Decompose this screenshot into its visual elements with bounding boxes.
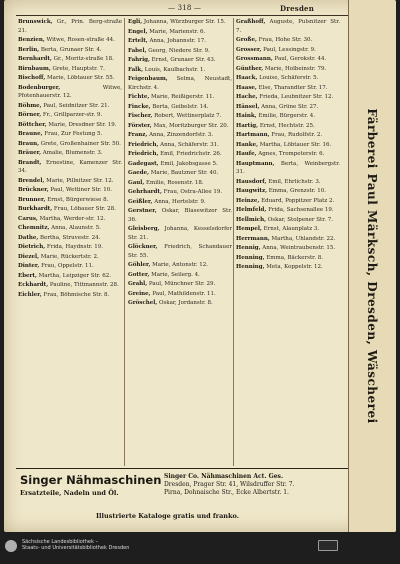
directory-entry [236, 206, 340, 215]
directory-entry [18, 272, 122, 281]
entry-details: Marie, Seilerg. 4. [151, 271, 200, 278]
directory-entry [18, 196, 122, 205]
place-heading: Dresden [280, 4, 314, 13]
entry-details: Frau, Löbauer Str. 28. [53, 206, 116, 212]
entry-details: Frau, Zur Festung 5. [44, 131, 103, 137]
entry-name: Franz, [128, 132, 148, 138]
entry-details: Paul, Münchner Str. 29. [148, 281, 216, 287]
entry-name: Falk, [128, 66, 143, 73]
entry-name: Gerstner, [128, 208, 157, 214]
directory-entry [128, 93, 232, 102]
directory-entry [236, 197, 340, 206]
viewer-footer [0, 537, 400, 564]
directory-entry [128, 271, 232, 280]
entry-details: Else, Tharandter Str. 17. [258, 84, 328, 91]
entry-details: Emil, Ehrlichstr. 3. [268, 178, 321, 185]
entry-details: Gr., Moritz-straße 18. [53, 56, 114, 62]
entry-name: Hennig, [236, 245, 261, 251]
entry-details: Berta, Grunaer Str. 4. [40, 46, 102, 53]
entry-name: Egli, [128, 19, 143, 25]
entry-name: Berlin, [18, 46, 40, 53]
entry-name: Chemnitz, [18, 225, 50, 231]
entry-name: Engel, [128, 28, 148, 35]
entry-details: Anna, Schäferstr. 31. [160, 141, 219, 148]
license-badge-icon[interactable] [318, 540, 338, 551]
entry-name: Friedrich, [128, 141, 159, 148]
entry-details: Ernst, Grunaer Str. 43. [151, 57, 216, 63]
directory-entry [128, 122, 232, 131]
entry-name: Friedrich, [128, 151, 159, 157]
directory-entry [18, 224, 122, 233]
entry-details: Oskar, Blasewitzer Str. 36. [128, 208, 232, 223]
directory-entry [18, 74, 122, 83]
entry-name: Brückner, [18, 187, 49, 193]
directory-entry [236, 84, 340, 93]
directory-entry [128, 169, 232, 178]
directory-entry [236, 178, 340, 187]
entry-details: Frau, Oppelstr. 11. [41, 263, 94, 269]
entry-name: Greine, [128, 290, 151, 297]
directory-entry [236, 74, 340, 83]
bottom-advertisement [16, 468, 348, 527]
entry-name: Bernhardt, [18, 56, 52, 62]
entry-details: Oskar, Stolpener Str. 7. [267, 216, 334, 223]
entry-name: Fabel, [128, 47, 147, 54]
entry-name: Hauptmann, [236, 160, 275, 167]
directory-entry [128, 103, 232, 112]
directory-column-2 [128, 18, 232, 466]
entry-name: Böttcher, [18, 121, 47, 128]
library-credit-line: Sächsische Landesbibliothek – [22, 539, 98, 545]
entry-name: Bräuer, [18, 150, 42, 156]
entry-name: Braune, [18, 131, 43, 137]
directory-entry [236, 36, 340, 45]
entry-name: Göhler, [128, 262, 151, 268]
directory-entry [128, 188, 232, 197]
entry-name: Grosser, [236, 46, 262, 53]
entry-name: Brunner, [18, 196, 46, 203]
entry-name: Fincke, [128, 103, 151, 110]
directory-entry [18, 130, 122, 139]
entry-name: Hache, [236, 94, 258, 100]
entry-details: Marie, Marienstr. 6. [149, 28, 206, 35]
entry-name: Hanke, [236, 141, 258, 148]
directory-entry [128, 112, 232, 121]
directory-entry [128, 37, 232, 46]
directory-entry [18, 186, 122, 195]
directory-entry [128, 225, 232, 242]
directory-entry [128, 160, 232, 169]
entry-details: Berta, Geibelstr. 14. [152, 103, 209, 110]
entry-details: Georg, Niedere Str. 9. [148, 47, 210, 54]
entry-name: Grossmann, [236, 56, 273, 62]
directory-entry [18, 111, 122, 120]
directory-entry [236, 93, 340, 102]
entry-name: Große, [236, 37, 257, 43]
directory-entry [18, 234, 122, 243]
entry-details: Martha, Löbtauer Str. 16. [259, 141, 332, 148]
entry-details: Martha, Uhlandstr. 22. [271, 235, 336, 242]
library-logo-icon [5, 540, 17, 552]
entry-details: Oskar, Jordanstr. 8. [158, 300, 213, 306]
directory-entry [18, 55, 122, 64]
entry-details: Anna, Alaunstr. 5. [51, 225, 101, 231]
directory-entry [18, 36, 122, 45]
directory-entry [18, 159, 122, 176]
entry-details: Meta, Koppelstr. 12. [266, 264, 323, 270]
directory-entry [18, 18, 122, 35]
directory-entry [236, 46, 340, 55]
directory-entry [236, 225, 340, 234]
directory-entry [128, 75, 232, 92]
directory-entry [18, 205, 122, 214]
entry-name: Brandt, [18, 159, 42, 166]
entry-name: Gleisberg, [128, 226, 160, 232]
entry-details: Marie, Reißigerstr. 11. [151, 94, 215, 100]
directory-entry [236, 254, 340, 263]
entry-name: Grahl, [128, 281, 148, 287]
directory-entry [18, 243, 122, 252]
ad-catalog: Illustrierte Kataloge gratis und franko. [96, 512, 240, 520]
entry-details: Johanna, Kesselsdorfer Str. 21. [128, 226, 232, 241]
entry-name: Gadegast, [128, 160, 159, 167]
entry-name: Dathe, [18, 234, 39, 241]
directory-entry [18, 291, 122, 300]
entry-name: Hellmich, [236, 216, 267, 223]
ad-company [164, 473, 348, 497]
entry-name: Bischoff, [18, 75, 46, 81]
entry-name: Henning, [236, 264, 265, 270]
entry-details: Selma, Neustadt, Kirchstr. 4. [128, 76, 232, 91]
entry-details: Emma, Bäckerstr. 8. [266, 254, 323, 261]
directory-entry [128, 28, 232, 37]
entry-details: Auguste, Pulsnitzer Str. 7. [236, 19, 340, 34]
page-number: — 318 — [168, 4, 202, 12]
entry-name: Gaede, [128, 170, 150, 176]
entry-name: Böhme, [18, 102, 42, 109]
entry-name: Carus, [18, 215, 38, 222]
entry-details: Marie, Löbtauer Str. 55. [47, 75, 115, 81]
directory-entry [128, 290, 232, 299]
entry-details: Paul, Gerokstr. 44. [274, 56, 327, 62]
directory-entry [236, 235, 340, 244]
entry-details: Witwe, Pfotenhauerstr. 12. [18, 84, 122, 99]
entry-name: Fischer, [128, 113, 153, 119]
directory-entry [18, 215, 122, 224]
entry-name: Haack, [236, 75, 258, 81]
column-divider [233, 18, 234, 466]
directory-entry [236, 244, 340, 253]
entry-name: Burkhardt, [18, 206, 53, 212]
entry-details: Amalie, Blumenstr. 3. [42, 150, 103, 156]
entry-details: Grete, Großenhainer Str. 50. [40, 140, 121, 147]
entry-name: Dinter, [18, 263, 40, 269]
directory-entry [236, 187, 340, 196]
entry-name: Birnbaum, [18, 65, 51, 72]
entry-details: Frau, Böhmische Str. 8. [43, 291, 110, 298]
entry-name: Graßhoff, [236, 19, 266, 25]
directory-entry [18, 65, 122, 74]
entry-name: Herrmann, [236, 235, 270, 242]
entry-details: Anna, Hertelstr. 9. [154, 198, 206, 205]
entry-name: Fahrig, [128, 57, 150, 63]
entry-name: Glöckner, [128, 244, 158, 250]
sidebar-advert [365, 108, 379, 423]
entry-name: Hartmann, [236, 132, 270, 138]
directory-entry [128, 47, 232, 56]
entry-details: Emil, Friedrichstr. 26. [160, 151, 222, 157]
entry-details: Frau, Hohe Str. 30. [258, 37, 313, 43]
directory-entry [128, 179, 232, 188]
entry-details: Marie, Holbeinstr. 79. [264, 65, 327, 72]
entry-details: Marie, Antonstr. 12. [152, 262, 209, 268]
entry-details: Marie, Dresdner Str. 19. [48, 121, 117, 128]
entry-details: Frida, Sachsenallee 19. [268, 207, 334, 213]
entry-details: Ernst, Alaunplatz 3. [263, 226, 320, 232]
entry-details: Ernst, Hechtstr. 25. [259, 122, 315, 129]
directory-entry [236, 103, 340, 112]
directory-entry [128, 299, 232, 308]
entry-details: Louis, Kaulbachstr. 1. [144, 66, 206, 73]
entry-name: Eckhardt, [18, 282, 49, 288]
entry-name: Gotter, [128, 271, 150, 278]
column-divider [124, 18, 125, 466]
entry-details: Louise, Schäferstr. 5. [259, 75, 319, 81]
directory-entry [236, 150, 340, 159]
directory-entry [18, 102, 122, 111]
entry-details: Paul, Mathildenstr. 11. [152, 290, 216, 297]
entry-details: Agnes, Trompeterstr. 6. [258, 151, 325, 157]
library-credit [22, 539, 129, 551]
entry-name: Hempel, [236, 226, 262, 232]
directory-entry [128, 198, 232, 207]
directory-entry [18, 121, 122, 130]
entry-name: Helmfeld, [236, 207, 267, 213]
entry-details: Martha, Werder-str. 12. [39, 215, 106, 222]
entry-details: Frau, Rudolfstr. 2. [271, 132, 323, 138]
directory-entry [236, 216, 340, 225]
entry-details: Grete, Hauptstr. 7. [52, 65, 105, 72]
directory-entry [128, 207, 232, 224]
directory-entry [18, 84, 122, 101]
entry-details: Friedrich, Schandauer Str. 55. [128, 244, 232, 259]
directory-entry [18, 140, 122, 149]
entry-details: Fr., Grillparzer-str. 9. [42, 112, 103, 118]
entry-details: Witwe, Rosen-straße 44. [46, 37, 115, 43]
directory-entry [236, 160, 340, 177]
entry-details: Frau, Ostra-Allee 19. [163, 189, 223, 195]
entry-name: Hänsel, [236, 103, 260, 110]
directory-entry [236, 141, 340, 150]
entry-details: Max, Moritzburger Str. 20. [153, 122, 229, 129]
entry-details: Robert, Wettinerplatz 7. [154, 113, 222, 119]
entry-name: Ertelt, [128, 38, 148, 44]
entry-name: Fichte, [128, 94, 150, 100]
directory-entry [236, 65, 340, 74]
entry-name: Brendel, [18, 177, 45, 184]
library-credit-line: Staats- und Universitätsbibliothek Dresden [22, 545, 130, 551]
directory-entry [236, 112, 340, 121]
entry-name: Henning, [236, 254, 265, 261]
entry-details: Martha, Leipziger Str. 62. [38, 272, 111, 279]
directory-entry [18, 46, 122, 55]
entry-details: Marie, Rückertstr. 2. [40, 253, 99, 260]
entry-name: Gehrhardt, [128, 189, 162, 195]
entry-details: Anna, Zinzendorfstr. 3. [149, 132, 214, 138]
directory-entry [18, 149, 122, 158]
entry-details: Anna, Weintraubenstr. 15. [262, 245, 336, 251]
entry-name: Dietrich, [18, 244, 46, 250]
entry-details: Marie, Pillnitzer Str. 12. [46, 177, 114, 184]
entry-name: Haase, [236, 84, 257, 91]
directory-entry [18, 281, 122, 290]
entry-details: Gr., Prin. Berg-straße 21. [18, 19, 122, 34]
directory-entry [236, 122, 340, 131]
entry-details: Emma, Grenzstr. 10. [268, 188, 327, 194]
directory-entry [128, 280, 232, 289]
entry-name: Förster, [128, 122, 152, 129]
entry-name: Haink, [236, 113, 257, 119]
sidebar-advert-text: Färberei Paul Märksch, Dresden, Wäscherei [365, 108, 379, 424]
directory-entry [128, 261, 232, 270]
entry-details: Bertha, Struvestr. 24. [40, 234, 101, 241]
entry-details: Emilie, Rosenstr. 18. [146, 179, 204, 186]
entry-details: Ernst, Bürgerwiese 8. [47, 196, 109, 203]
entry-details: Frida, Haydnstr. 19. [46, 244, 103, 250]
ad-spares: Ersatzteile, Nadeln und Öl. [20, 489, 119, 497]
directory-entry [236, 55, 340, 64]
directory-page [4, 0, 396, 532]
entry-name: Hartig, [236, 122, 259, 129]
entry-name: Günther, [236, 65, 264, 72]
entry-name: Haufe, [236, 151, 257, 157]
entry-name: Hausdorf, [236, 178, 267, 185]
entry-name: Eichler, [18, 291, 42, 298]
entry-details: Emilie, Bürgerstr. 4. [258, 113, 316, 119]
directory-entry [128, 66, 232, 75]
directory-entry [128, 131, 232, 140]
entry-details: Berta, Weinbergstr. 31. [236, 160, 340, 175]
directory-entry [128, 141, 232, 150]
entry-name: Bodenburger, [18, 84, 61, 91]
entry-details: Anna, Johannstr. 17. [149, 38, 206, 44]
ad-brand: Singer Nähmaschinen [20, 473, 162, 487]
ad-company-line: Singer Co. Nähmaschinen Act. Ges. [164, 473, 284, 480]
directory-entry [128, 56, 232, 65]
entry-name: Feigenbaum, [128, 76, 168, 82]
entry-details: Pauline, Tittmannstr. 28. [49, 282, 119, 288]
entry-details: Frieda, Leubnitzer Str. 12. [259, 94, 334, 100]
entry-details: Ernestine, Kamenzer Str. 34. [18, 159, 122, 174]
ad-company-line: Pirna, Dohnaische Str., Ecke Albertstr. 1. [164, 489, 289, 496]
entry-details: Paul, Seidnitzer Str. 21. [43, 102, 110, 109]
header-rule [16, 15, 348, 16]
entry-name: Benzien, [18, 37, 45, 43]
entry-name: Geißler, [128, 198, 153, 205]
entry-details: Anna, Grüne Str. 27. [261, 103, 319, 110]
entry-name: Börner, [18, 112, 42, 118]
entry-details: Marie, Bautzner Str. 40. [150, 170, 219, 176]
entry-details: Eduard, Poppitzer Platz 2. [261, 197, 335, 204]
entry-details: Johanna, Würzburger Str. 15. [143, 19, 226, 25]
directory-entry [18, 262, 122, 271]
directory-entry [128, 150, 232, 159]
directory-entry [128, 18, 232, 27]
entry-details: Paul, Lessingstr. 9. [263, 46, 316, 53]
entry-name: Haugwitz, [236, 188, 268, 194]
directory-column-3 [236, 18, 340, 466]
directory-entry [18, 177, 122, 186]
directory-entry [128, 243, 232, 260]
entry-name: Heinze, [236, 197, 260, 204]
entry-name: Gaul, [128, 179, 145, 186]
entry-details: Paul, Wettiner Str. 10. [50, 187, 112, 193]
directory-entry [236, 131, 340, 140]
entry-name: Ebert, [18, 272, 37, 279]
directory-column-1 [18, 18, 122, 466]
entry-details: Emil, Jakobsgasse 5. [160, 160, 218, 167]
ad-company-line: Dresden, Prager Str. 41, Wilsdruffer Str. 7. [164, 481, 295, 488]
entry-name: Diezel, [18, 253, 39, 260]
directory-entry [236, 18, 340, 35]
entry-name: Gröschel, [128, 300, 158, 306]
entry-name: Braun, [18, 140, 40, 147]
directory-entry [236, 263, 340, 272]
directory-entry [18, 253, 122, 262]
entry-name: Brunswick, [18, 19, 53, 25]
